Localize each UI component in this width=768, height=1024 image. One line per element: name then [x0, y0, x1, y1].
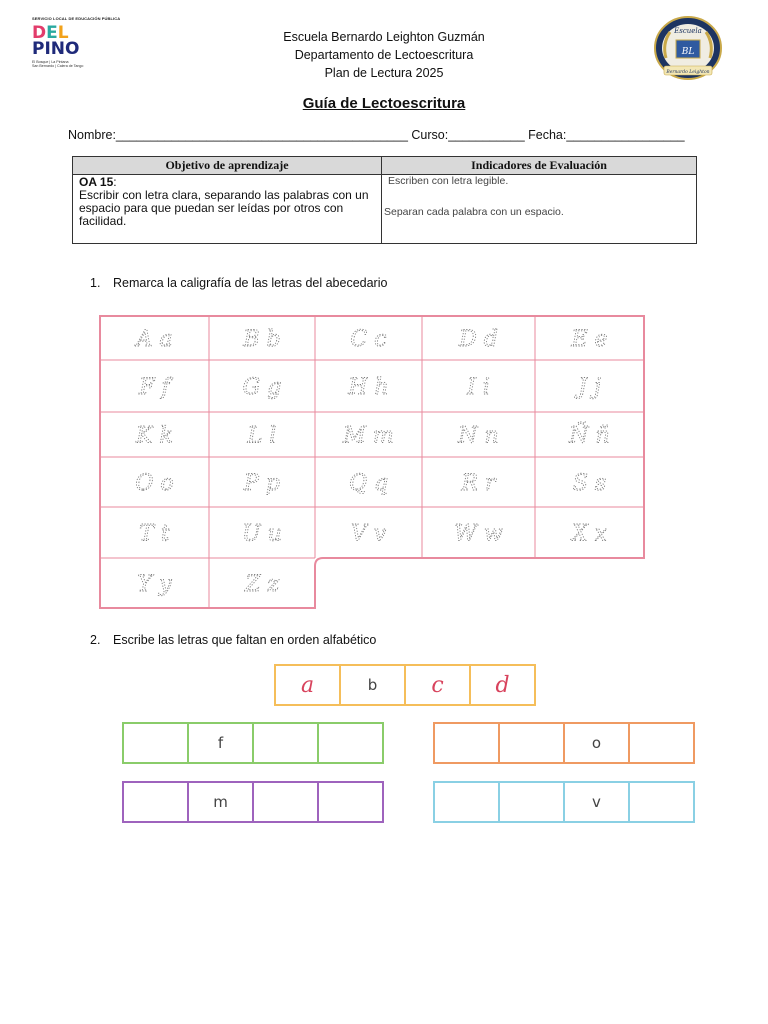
empty-letter-box[interactable]: [122, 722, 189, 764]
cursive-letter-pair: F f: [139, 375, 170, 400]
cursive-letter-pair: K k: [136, 423, 173, 449]
empty-letter-box[interactable]: [252, 722, 319, 764]
seal-monogram: BL: [681, 47, 695, 57]
empty-letter-box[interactable]: [628, 722, 695, 764]
cursive-letter-pair: Ñ ñ: [569, 423, 610, 449]
school-seal-logo: [652, 14, 724, 82]
letter-box: f: [187, 722, 254, 764]
empty-letter-box[interactable]: [317, 722, 384, 764]
objective-cell: [73, 175, 382, 244]
letter-box: v: [563, 781, 630, 823]
cursive-letter-pair: X x: [571, 521, 608, 547]
empty-letter-box[interactable]: [317, 781, 384, 823]
empty-letter-box[interactable]: [252, 781, 319, 823]
cursive-letter-pair: E e: [571, 327, 608, 352]
logo-pino-text: PINO: [32, 39, 80, 59]
oa-description: Escribir con letra clara, separando las palabras con un espacio para que puedan ser leídas por otros con facilidad.: [79, 188, 369, 228]
cursive-alphabet-grid: [96, 312, 648, 612]
sequence-blue: [433, 781, 695, 823]
objectives-table: [72, 156, 697, 244]
question-1: [90, 276, 387, 290]
cursive-letter-pair: W w: [454, 521, 503, 547]
cursive-letter-pair: J j: [578, 375, 601, 400]
cursive-letter-pair: L l: [247, 423, 277, 449]
page-title: Guía de Lectoescritura: [302, 95, 466, 112]
school-name: Escuela Bernardo Leighton Guzmán: [283, 30, 485, 44]
sequence-purple: [122, 781, 384, 823]
sequence-example: [274, 664, 536, 706]
cursive-letter-pair: T t: [139, 521, 170, 547]
cursive-letter-pair: S s: [572, 471, 607, 496]
cursive-letter-pair: I i: [467, 375, 490, 400]
letter-box: o: [563, 722, 630, 764]
cursive-letter-pair: P p: [244, 471, 280, 496]
empty-letter-box[interactable]: [433, 722, 500, 764]
empty-letter-box[interactable]: [628, 781, 695, 823]
empty-letter-box[interactable]: [433, 781, 500, 823]
empty-letter-box[interactable]: [498, 722, 565, 764]
header-indicators: Indicadores de Evaluación: [382, 157, 697, 175]
cursive-letter-pair: V v: [350, 521, 387, 547]
cursive-letter-pair: B b: [243, 327, 281, 352]
logo-del-text: DEL: [32, 23, 69, 43]
cursive-letter-pair: H h: [348, 375, 389, 400]
question-1-number: 1.: [90, 276, 101, 290]
cursive-letter-pair: Q q: [348, 471, 389, 496]
cursive-letter-pair: D d: [459, 327, 498, 352]
plan-name: Plan de Lectura 2025: [324, 66, 444, 80]
cursive-letter-pair: G g: [242, 375, 282, 400]
logo-communes-2: San Bernardo | Calera de Tango: [32, 64, 84, 68]
sequence-green: [122, 722, 384, 764]
question-2-text: Escribe las letras que faltan en orden alfabético: [113, 633, 377, 647]
question-1-text: Remarca la caligrafía de las letras del abecedario: [113, 276, 388, 290]
letter-box: a: [274, 664, 341, 706]
student-fields-line: Nombre:__________________________________________ Curso:___________ Fecha:_________________: [68, 128, 685, 142]
empty-letter-box[interactable]: [498, 781, 565, 823]
seal-top-text: Escuela: [674, 27, 702, 35]
header-objective: Objetivo de aprendizaje: [73, 157, 382, 175]
cursive-letter-pair: U u: [242, 521, 282, 547]
letter-box: m: [187, 781, 254, 823]
grid-lines: [100, 316, 644, 608]
cursive-letter-pair: A a: [136, 327, 173, 352]
oa-code: OA 15:: [79, 175, 117, 189]
indicator-2: Separan cada palabra con un espacio.: [384, 206, 564, 218]
letter-box: d: [469, 664, 536, 706]
sequence-orange: [433, 722, 695, 764]
question-2: [90, 633, 376, 647]
letter-box: c: [404, 664, 471, 706]
cursive-letter-pair: M m: [343, 423, 394, 449]
logo-service-text: SERVICIO LOCAL DE EDUCACIÓN PÚBLICA: [32, 16, 121, 21]
cursive-letter-pair: C c: [350, 327, 387, 352]
empty-letter-box[interactable]: [122, 781, 189, 823]
grid-letters: [135, 327, 610, 597]
seal-bottom-text: Bernardo Leighton: [666, 70, 710, 75]
department-name: Departamento de Lectoescritura: [294, 48, 474, 62]
indicators-cell: [382, 175, 697, 244]
letter-box: b: [339, 664, 406, 706]
logo-communes-1: El Bosque | La Pintana: [32, 60, 69, 64]
cursive-letter-pair: R r: [461, 471, 496, 496]
indicator-1: Escriben con letra legible.: [388, 175, 509, 187]
cursive-letter-pair: N n: [458, 423, 499, 449]
cursive-letter-pair: O o: [135, 471, 174, 496]
cursive-letter-pair: Z z: [245, 572, 279, 597]
cursive-letter-pair: Y y: [137, 572, 172, 597]
question-2-number: 2.: [90, 633, 101, 647]
